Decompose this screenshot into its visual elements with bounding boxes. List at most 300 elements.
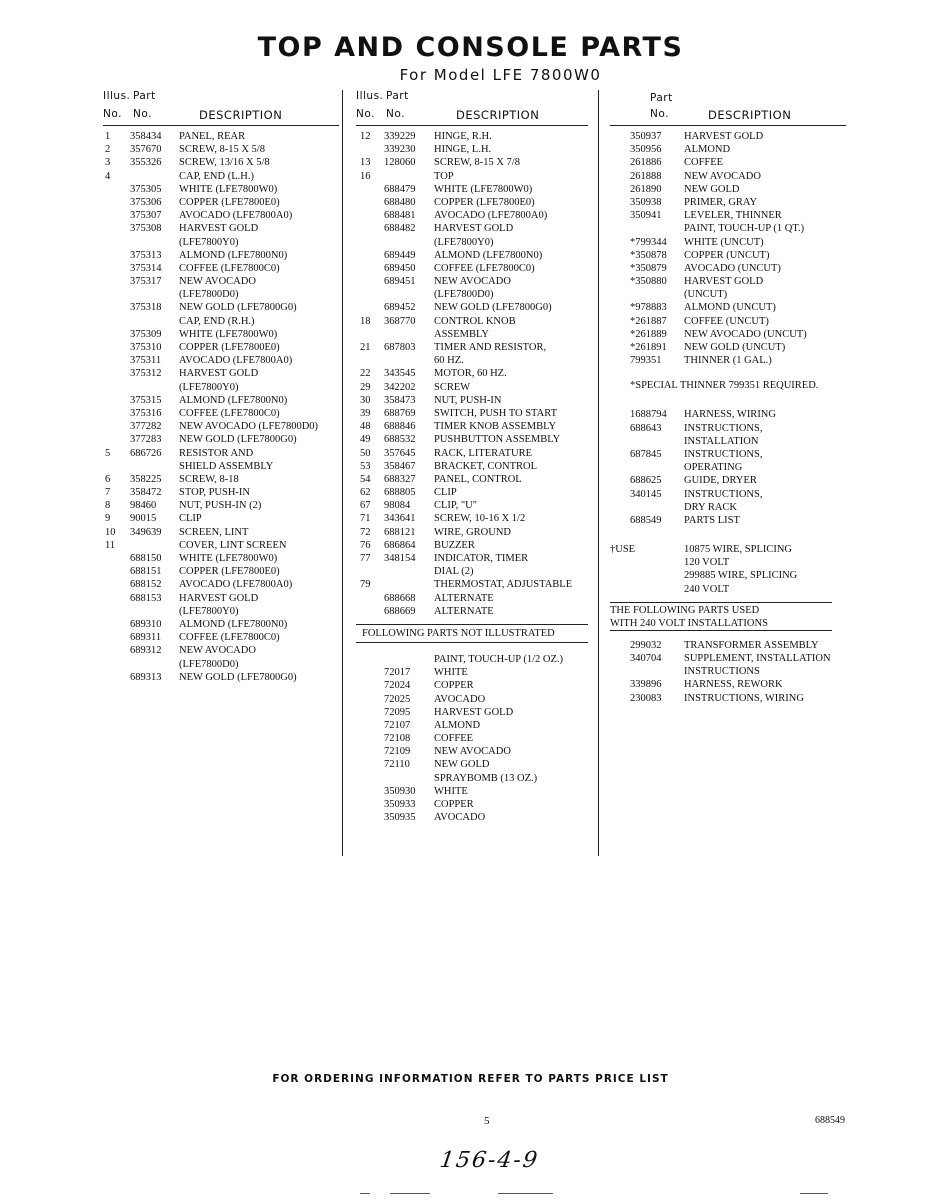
part-description: THERMOSTAT, ADJUSTABLE bbox=[434, 579, 573, 591]
parts-row bbox=[103, 658, 339, 671]
illus-header-line2: No. bbox=[103, 108, 122, 120]
part-description: INSTRUCTIONS, bbox=[684, 422, 763, 434]
part-number: 688150 bbox=[130, 553, 162, 564]
part-number: 688846 bbox=[384, 421, 416, 433]
part-description: WHITE (UNCUT) bbox=[684, 236, 764, 248]
column-header bbox=[356, 90, 588, 124]
part-description: NEW AVOCADO (LFE7800D0) bbox=[179, 421, 319, 433]
parts-row bbox=[356, 732, 588, 745]
part-description: INSTRUCTIONS bbox=[684, 666, 760, 678]
parts-row bbox=[103, 156, 339, 169]
part-description: INDICATOR, TIMER bbox=[434, 553, 529, 564]
parts-row bbox=[103, 671, 339, 684]
part-number: 375312 bbox=[130, 368, 162, 380]
part-number: 350935 bbox=[384, 812, 416, 824]
part-description: 60 HZ. bbox=[434, 355, 464, 367]
part-description: CLIP bbox=[179, 513, 202, 525]
parts-row bbox=[610, 543, 846, 556]
part-description: HARNESS, REWORK bbox=[684, 679, 783, 691]
part-number: 375317 bbox=[130, 276, 162, 288]
parts-row bbox=[103, 381, 339, 394]
part-number: 343545 bbox=[384, 368, 416, 380]
parts-row bbox=[356, 552, 588, 565]
parts-row bbox=[356, 526, 588, 539]
parts-row bbox=[610, 665, 846, 678]
part-number: 688668 bbox=[384, 592, 416, 604]
parts-row bbox=[356, 693, 588, 706]
parts-list bbox=[610, 130, 846, 367]
part-number: 375308 bbox=[130, 223, 162, 235]
parts-row bbox=[610, 435, 846, 448]
part-description: ALMOND (LFE7800N0) bbox=[179, 249, 288, 261]
part-description: SWITCH, PUSH TO START bbox=[434, 407, 557, 419]
part-number: 375307 bbox=[130, 210, 162, 222]
parts-row bbox=[103, 328, 339, 341]
part-number: 343641 bbox=[384, 513, 416, 525]
illus-number: 50 bbox=[360, 447, 371, 459]
part-description: COPPER (LFE7800E0) bbox=[179, 196, 280, 208]
parts-row bbox=[356, 758, 588, 771]
parts-row bbox=[356, 301, 588, 314]
section-rule bbox=[356, 642, 588, 643]
parts-row bbox=[610, 639, 846, 652]
part-description: TOP bbox=[434, 170, 454, 182]
parts-row bbox=[103, 592, 339, 605]
part-description: OPERATING bbox=[684, 462, 743, 474]
part-number: 689451 bbox=[384, 276, 416, 288]
part-description: CONTROL KNOB bbox=[434, 315, 516, 327]
parts-row bbox=[103, 288, 339, 301]
part-description: (LFE7800Y0) bbox=[179, 605, 239, 617]
part-number: 358467 bbox=[384, 460, 416, 472]
page-subtitle: For Model LFE 7800W0 bbox=[399, 66, 602, 84]
not-illustrated-heading: FOLLOWING PARTS NOT ILLUSTRATED bbox=[362, 627, 555, 639]
parts-row bbox=[103, 354, 339, 367]
part-number: 688327 bbox=[384, 473, 416, 485]
part-description: COFFEE (LFE7800C0) bbox=[179, 262, 280, 274]
part-description: COPPER (LFE7800E0) bbox=[434, 196, 535, 208]
parts-row bbox=[356, 565, 588, 578]
header-rule bbox=[356, 125, 588, 126]
parts-row bbox=[356, 130, 588, 143]
part-description: ALTERNATE bbox=[434, 605, 494, 617]
part-description: PANEL, REAR bbox=[179, 131, 246, 142]
part-description: NEW GOLD (LFE7800G0) bbox=[179, 671, 297, 683]
parts-row bbox=[610, 652, 846, 665]
parts-row bbox=[103, 407, 339, 420]
part-description: NEW GOLD bbox=[684, 183, 740, 195]
parts-row bbox=[103, 236, 339, 249]
part-header-line2: No. bbox=[133, 108, 152, 120]
part-description: PANEL, CONTROL bbox=[434, 473, 522, 485]
header-rule bbox=[103, 125, 339, 126]
part-description: AVOCADO bbox=[434, 693, 486, 705]
illus-number: 79 bbox=[360, 579, 371, 591]
page-number: 5 bbox=[484, 1115, 490, 1127]
part-number: 340704 bbox=[630, 653, 662, 664]
parts-row bbox=[356, 420, 588, 433]
part-number: 98084 bbox=[384, 500, 411, 512]
part-description: ALMOND (LFE7800N0) bbox=[179, 394, 288, 406]
illus-number: 53 bbox=[360, 460, 371, 472]
part-number: 686726 bbox=[130, 447, 162, 459]
part-description: HINGE, L.H. bbox=[434, 144, 492, 156]
parts-row bbox=[610, 209, 846, 222]
parts-row bbox=[610, 448, 846, 461]
parts-row bbox=[103, 367, 339, 380]
part-description: SCREW bbox=[434, 381, 471, 393]
part-description: PAINT, TOUCH-UP (1 QT.) bbox=[684, 223, 805, 235]
part-description: 120 VOLT bbox=[684, 557, 730, 569]
parts-column-1 bbox=[103, 90, 339, 684]
parts-row bbox=[356, 433, 588, 446]
illus-number: 77 bbox=[360, 553, 371, 564]
illus-number: 4 bbox=[105, 170, 111, 182]
parts-list bbox=[103, 130, 339, 684]
parts-row bbox=[103, 486, 339, 499]
part-description: INSTRUCTIONS, bbox=[684, 488, 763, 500]
parts-row bbox=[103, 433, 339, 446]
part-description: AVOCADO (LFE7800A0) bbox=[179, 579, 293, 591]
part-number: 688152 bbox=[130, 579, 162, 591]
parts-row bbox=[610, 275, 846, 288]
part-number: 689310 bbox=[130, 618, 162, 630]
part-description: CLIP bbox=[434, 487, 457, 499]
illus-number: 30 bbox=[360, 394, 371, 406]
parts-row bbox=[356, 394, 588, 407]
parts-row bbox=[103, 249, 339, 262]
volt-240-heading-line1: THE FOLLOWING PARTS USED bbox=[610, 604, 760, 616]
parts-row bbox=[610, 354, 846, 367]
part-number: *261889 bbox=[630, 328, 667, 340]
part-description: TIMER AND RESISTOR, bbox=[434, 342, 547, 353]
part-description: HINGE, R.H. bbox=[434, 131, 492, 142]
illus-number: 6 bbox=[105, 473, 111, 485]
part-number: 72108 bbox=[384, 733, 411, 745]
part-number: 689450 bbox=[384, 262, 416, 274]
parts-row bbox=[356, 666, 588, 679]
part-description: ASSEMBLY bbox=[434, 328, 489, 340]
parts-list bbox=[356, 130, 588, 618]
part-number: 687845 bbox=[630, 448, 662, 460]
parts-row bbox=[610, 170, 846, 183]
part-description: HARVEST GOLD bbox=[179, 592, 259, 604]
parts-row bbox=[610, 556, 846, 569]
parts-row bbox=[103, 275, 339, 288]
parts-row bbox=[103, 143, 339, 156]
parts-row bbox=[356, 381, 588, 394]
part-number: 375306 bbox=[130, 196, 162, 208]
part-number: 688480 bbox=[384, 196, 416, 208]
part-number: 357670 bbox=[130, 144, 162, 156]
part-description: PARTS LIST bbox=[684, 514, 740, 526]
part-number: 358225 bbox=[130, 473, 162, 485]
part-description: SCREW, 13/16 X 5/8 bbox=[179, 157, 270, 169]
part-description: WHITE (LFE7800W0) bbox=[179, 553, 278, 564]
parts-row bbox=[610, 583, 846, 596]
parts-row bbox=[356, 341, 588, 354]
part-description: PUSHBUTTON ASSEMBLY bbox=[434, 434, 561, 446]
part-number: 688479 bbox=[384, 183, 416, 195]
part-description: TIMER KNOB ASSEMBLY bbox=[434, 421, 557, 433]
illus-number: 3 bbox=[105, 157, 111, 169]
part-number: *350879 bbox=[630, 262, 667, 274]
part-number: 375318 bbox=[130, 302, 162, 314]
description-header: DESCRIPTION bbox=[708, 108, 792, 122]
part-description: AVOCADO (LFE7800A0) bbox=[434, 210, 548, 222]
part-number: *799344 bbox=[630, 236, 667, 248]
parts-row bbox=[103, 420, 339, 433]
part-description: WHITE (LFE7800W0) bbox=[434, 183, 533, 195]
part-number: 340145 bbox=[630, 488, 662, 500]
part-number: 689312 bbox=[130, 645, 162, 657]
parts-row bbox=[356, 183, 588, 196]
part-description: CAP, END (R.H.) bbox=[179, 315, 255, 327]
parts-row bbox=[103, 512, 339, 525]
illus-number: 22 bbox=[360, 368, 371, 380]
part-description: HARVEST GOLD bbox=[684, 276, 764, 288]
part-description: (LFE7800D0) bbox=[434, 289, 494, 301]
part-number: *261887 bbox=[630, 315, 667, 327]
parts-row bbox=[610, 222, 846, 235]
part-description: NUT, PUSH-IN bbox=[434, 394, 502, 406]
parts-row bbox=[610, 692, 846, 705]
parts-row bbox=[103, 618, 339, 631]
parts-row bbox=[356, 798, 588, 811]
ordering-footer: FOR ORDERING INFORMATION REFER TO PARTS PRICE LIST bbox=[272, 1073, 669, 1085]
illus-number: 67 bbox=[360, 500, 371, 512]
part-number: 375314 bbox=[130, 262, 162, 274]
part-description: HARVEST GOLD bbox=[179, 223, 259, 235]
part-number: *350878 bbox=[630, 249, 667, 261]
part-description: COPPER (LFE7800E0) bbox=[179, 566, 280, 578]
part-number: †USE bbox=[610, 544, 636, 556]
part-number: 688153 bbox=[130, 592, 162, 604]
part-number: *350880 bbox=[630, 276, 667, 288]
part-number: 350937 bbox=[630, 131, 662, 142]
illus-number: 18 bbox=[360, 315, 371, 327]
description-header: DESCRIPTION bbox=[456, 108, 540, 122]
parts-row bbox=[103, 183, 339, 196]
part-description: COFFEE (LFE7800C0) bbox=[179, 407, 280, 419]
part-number: 375315 bbox=[130, 394, 162, 406]
column-header bbox=[610, 90, 846, 124]
parts-row bbox=[356, 719, 588, 732]
part-description: COPPER (LFE7800E0) bbox=[179, 342, 280, 353]
illus-number: 12 bbox=[360, 131, 371, 142]
part-description: AVOCADO bbox=[434, 812, 486, 824]
part-description: SCREW, 8-18 bbox=[179, 473, 239, 485]
part-description: NEW AVOCADO bbox=[684, 170, 761, 182]
part-description: COFFEE bbox=[684, 157, 724, 169]
parts-row bbox=[356, 473, 588, 486]
splicing-wire-list bbox=[610, 543, 846, 596]
part-number: 688481 bbox=[384, 210, 416, 222]
parts-row bbox=[610, 262, 846, 275]
parts-row bbox=[356, 706, 588, 719]
part-description: SCREW, 8-15 X 7/8 bbox=[434, 157, 520, 169]
part-number: 375310 bbox=[130, 342, 162, 353]
part-description: HARVEST GOLD bbox=[684, 131, 764, 142]
part-number: 688669 bbox=[384, 605, 416, 617]
part-header-line1: Part bbox=[133, 90, 156, 102]
part-number: 339896 bbox=[630, 679, 662, 691]
page-title: TOP AND CONSOLE PARTS bbox=[257, 32, 684, 63]
parts-row bbox=[356, 785, 588, 798]
part-description: SHIELD ASSEMBLY bbox=[179, 460, 274, 472]
parts-row bbox=[103, 631, 339, 644]
part-number: 348154 bbox=[384, 553, 416, 564]
illus-number: 11 bbox=[105, 539, 116, 551]
parts-row bbox=[610, 130, 846, 143]
illus-number: 2 bbox=[105, 144, 111, 156]
part-number: 72024 bbox=[384, 680, 411, 692]
parts-row bbox=[356, 209, 588, 222]
part-description: (LFE7800Y0) bbox=[179, 381, 239, 393]
part-header-line1: Part bbox=[650, 92, 673, 104]
part-number: 689313 bbox=[130, 671, 162, 683]
part-number: 688151 bbox=[130, 566, 162, 578]
parts-row bbox=[610, 422, 846, 435]
part-description: ALMOND bbox=[434, 719, 481, 731]
handwritten-note: 156-4-9 bbox=[438, 1148, 541, 1173]
parts-row bbox=[610, 143, 846, 156]
parts-row bbox=[610, 156, 846, 169]
part-description: WHITE (LFE7800W0) bbox=[179, 183, 278, 195]
column-divider bbox=[342, 90, 343, 856]
parts-row bbox=[356, 605, 588, 618]
parts-column-3 bbox=[610, 90, 846, 705]
scan-mark bbox=[390, 1193, 430, 1194]
part-number: 689311 bbox=[130, 632, 162, 644]
parts-row bbox=[103, 447, 339, 460]
parts-row bbox=[356, 499, 588, 512]
parts-row bbox=[103, 644, 339, 657]
part-number: 72017 bbox=[384, 667, 411, 679]
part-number: 358472 bbox=[130, 487, 162, 499]
part-description: NEW GOLD (LFE7800G0) bbox=[179, 434, 297, 446]
part-number: 799351 bbox=[630, 355, 662, 367]
part-number: 688769 bbox=[384, 407, 416, 419]
parts-row bbox=[356, 143, 588, 156]
part-number: 375316 bbox=[130, 407, 162, 419]
part-number: 261886 bbox=[630, 157, 662, 169]
part-description: LEVELER, THINNER bbox=[684, 210, 782, 222]
part-description: NEW GOLD bbox=[434, 759, 490, 771]
column-header bbox=[103, 90, 339, 124]
illus-number: 1 bbox=[105, 131, 111, 142]
parts-row bbox=[356, 772, 588, 785]
parts-row bbox=[356, 811, 588, 824]
parts-row bbox=[103, 301, 339, 314]
part-description: INSTRUCTIONS, WIRING bbox=[684, 692, 804, 704]
parts-row bbox=[610, 514, 846, 527]
part-number: 688805 bbox=[384, 487, 416, 499]
part-number: 358434 bbox=[130, 131, 162, 142]
part-description: BRACKET, CONTROL bbox=[434, 460, 538, 472]
parts-row bbox=[103, 209, 339, 222]
part-description: 10875 WIRE, SPLICING bbox=[684, 544, 793, 556]
scan-mark bbox=[800, 1193, 828, 1194]
part-number: 375313 bbox=[130, 249, 162, 261]
part-number: 342202 bbox=[384, 381, 416, 393]
illus-number: 7 bbox=[105, 487, 111, 499]
parts-row bbox=[610, 301, 846, 314]
part-description: WHITE bbox=[434, 785, 468, 797]
part-number: 128060 bbox=[384, 157, 416, 169]
column-divider bbox=[598, 90, 599, 856]
parts-row bbox=[103, 605, 339, 618]
part-number: 375311 bbox=[130, 355, 162, 367]
parts-row bbox=[356, 460, 588, 473]
parts-row bbox=[610, 678, 846, 691]
parts-row bbox=[103, 315, 339, 328]
part-number: 72025 bbox=[384, 693, 411, 705]
part-number: 350941 bbox=[630, 210, 662, 222]
header-rule bbox=[610, 125, 846, 126]
part-description: COFFEE bbox=[434, 733, 474, 745]
illus-header-line1: Illus. bbox=[356, 90, 384, 102]
special-thinner-note: *SPECIAL THINNER 799351 REQUIRED. bbox=[630, 380, 819, 392]
part-description: NEW AVOCADO (UNCUT) bbox=[684, 328, 807, 340]
parts-row bbox=[103, 499, 339, 512]
parts-list bbox=[610, 408, 846, 527]
part-description: WIRE, GROUND bbox=[434, 526, 511, 538]
part-description: DRY RACK bbox=[684, 501, 737, 513]
part-number: 688121 bbox=[384, 526, 416, 538]
part-number: 377283 bbox=[130, 434, 162, 446]
part-number: 72095 bbox=[384, 706, 411, 718]
parts-row bbox=[610, 569, 846, 582]
part-description: COFFEE (LFE7800C0) bbox=[434, 262, 535, 274]
part-number: 98460 bbox=[130, 500, 157, 512]
part-number: 357645 bbox=[384, 447, 416, 459]
part-number: 689452 bbox=[384, 302, 416, 314]
part-description: ALTERNATE bbox=[434, 592, 494, 604]
part-description: SPRAYBOMB (13 OZ.) bbox=[434, 772, 538, 784]
part-description: ALMOND (UNCUT) bbox=[684, 302, 776, 314]
part-description: HARVEST GOLD bbox=[434, 223, 514, 235]
part-number: 72110 bbox=[384, 759, 410, 771]
illus-number: 9 bbox=[105, 513, 111, 525]
part-description: NEW AVOCADO bbox=[179, 276, 256, 288]
part-description: NEW GOLD (LFE7800G0) bbox=[434, 302, 552, 314]
part-description: STOP, PUSH-IN bbox=[179, 487, 250, 499]
parts-row bbox=[610, 196, 846, 209]
parts-row bbox=[610, 408, 846, 421]
parts-row bbox=[103, 170, 339, 183]
part-description: (LFE7800Y0) bbox=[434, 236, 494, 248]
part-number: 350930 bbox=[384, 785, 416, 797]
part-description: NEW AVOCADO bbox=[179, 645, 256, 657]
part-header-line2: No. bbox=[650, 108, 669, 120]
illus-number: 13 bbox=[360, 157, 371, 169]
part-description: TRANSFORMER ASSEMBLY bbox=[684, 639, 819, 651]
part-number: 375305 bbox=[130, 183, 162, 195]
parts-row bbox=[356, 653, 588, 666]
parts-row bbox=[103, 552, 339, 565]
part-number: 350938 bbox=[630, 196, 662, 208]
part-description: THINNER (1 GAL.) bbox=[684, 355, 772, 367]
illus-number: 21 bbox=[360, 342, 371, 353]
volt-240-parts-list bbox=[610, 639, 846, 705]
part-description: SCREEN, LINT bbox=[179, 526, 249, 538]
illus-number: 8 bbox=[105, 500, 111, 512]
parts-row bbox=[356, 486, 588, 499]
parts-row bbox=[610, 328, 846, 341]
part-description: BUZZER bbox=[434, 539, 475, 551]
part-description: ALMOND (LFE7800N0) bbox=[434, 249, 543, 261]
